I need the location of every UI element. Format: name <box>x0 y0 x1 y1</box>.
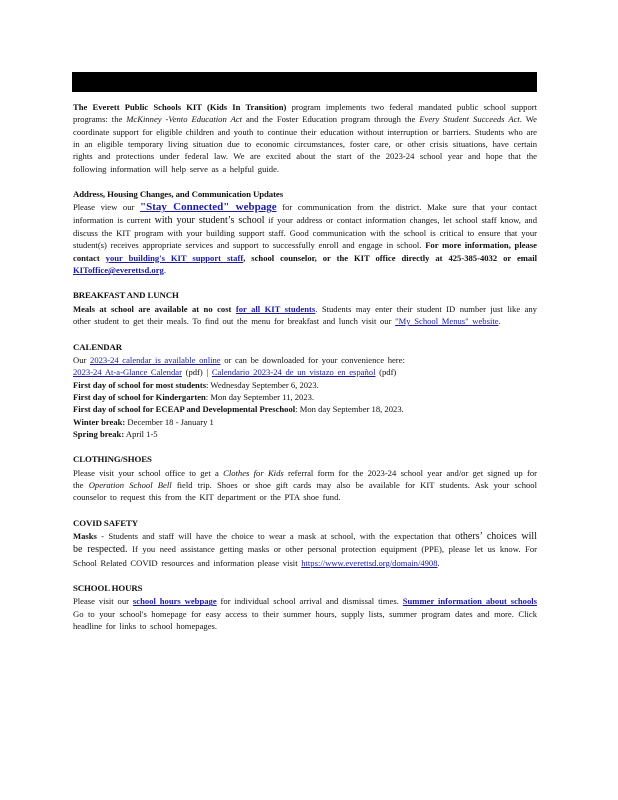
school-hours-link[interactable]: school hours webpage <box>132 596 217 607</box>
address-section <box>73 188 537 276</box>
breakfast-text-1: . Students may enter their student ID number just like any other student to get their meals. To find out the menu for breakfast and lunch visit our <box>73 303 537 327</box>
intro-text-3: . We coordinate support for eligible children and youth to continue their education without interruption or barriers. Students who are in an eligible temporary living situation due to economic circumstances, foster care, or other crisis situations, have certain rights and protections under federal law. We are excited about the start of the 2023-24 school year and hope that the following information will help serve as a helpful guide. <box>73 114 537 174</box>
at-a-glance-calendar-link[interactable]: 2023-24 At-a-Glance Calendar <box>73 367 182 378</box>
calendar-text-2: or can be downloaded for your convenience here: <box>220 354 405 365</box>
address-text-1: Please view our <box>73 202 141 213</box>
address-text-3: if your address or contact information changes, let school staff know, and discuss the KIT program with your building support staff. Good communication with the school is critical to ensure that your student(s) receives appropriate services and support to successfully enroll and engage in school. <box>73 214 537 251</box>
hours-text-1: Please visit our <box>73 596 133 607</box>
covid-paragraph <box>73 530 537 569</box>
address-bold-2: , school counselor, or the KIT office directly at 425-385-4032 or email <box>243 252 537 263</box>
intro-text-2: and the Foster Education program through the <box>242 114 420 125</box>
date-value: April 1-5 <box>124 428 158 439</box>
document-body <box>73 101 537 645</box>
intro-act-1: McKinney -Vento Education Act <box>126 114 243 125</box>
hours-heading: SCHOOL HOURS <box>73 583 143 593</box>
clothing-text-1: Please visit your school office to get a <box>73 467 224 478</box>
covid-choices-text: others’ choices will be respected. <box>73 530 537 556</box>
date-label: First day of school for ECEAP and Developmental Preschool <box>73 404 296 415</box>
date-label: Winter break: <box>73 416 126 427</box>
masks-label: Masks <box>73 530 97 541</box>
address-school-text: with your student’s school <box>154 214 265 226</box>
date-value: December 18 - January 1 <box>125 416 214 427</box>
calendar-text-3: (pdf) | <box>181 367 212 378</box>
date-label: Spring break: <box>73 428 125 439</box>
kit-office-email-link[interactable]: KIToffice@everettsd.org <box>73 265 164 276</box>
address-heading: Address, Housing Changes, and Communication Updates <box>73 189 284 200</box>
calendar-text-4: (pdf) <box>375 367 397 378</box>
hours-paragraph <box>73 595 537 632</box>
covid-text-3: . <box>437 557 440 568</box>
breakfast-bold: Meals at school are available at no cost <box>73 303 236 314</box>
covid-section <box>73 517 537 569</box>
kit-support-staff-link[interactable]: your building's KIT support staff <box>105 252 244 263</box>
kit-students-link[interactable]: for all KIT students <box>235 303 316 314</box>
intro-section <box>73 101 537 175</box>
header-bar <box>72 72 537 92</box>
calendario-espanol-link[interactable]: Calendario 2023-24 de un vistazo en español <box>211 367 376 378</box>
breakfast-paragraph <box>73 303 537 328</box>
operation-school-bell-text: Operation School Bell <box>88 479 172 490</box>
date-value: : Mon day September 18, 2023. <box>295 404 404 415</box>
calendar-date-row <box>73 391 537 403</box>
intro-act-2: Every Student Succeeds Act <box>419 114 520 125</box>
date-value: : Wednesday September 6, 2023. <box>206 379 319 390</box>
address-text-4: . <box>163 265 166 276</box>
calendar-date-row <box>73 379 537 391</box>
intro-paragraph <box>73 101 537 175</box>
clothing-heading: CLOTHING/SHOES <box>73 454 152 465</box>
address-paragraph <box>73 201 537 276</box>
covid-text-2: If you need assistance getting masks or other personal protection equipment (PPE), please let us know. For School Related COVID resources and information please visit <box>73 544 537 568</box>
calendar-dates <box>73 379 537 441</box>
calendar-text-1: Our <box>73 354 91 365</box>
date-label: First day of school for most students <box>73 379 207 390</box>
covid-heading: COVID SAFETY <box>73 517 139 528</box>
clothing-paragraph <box>73 467 537 504</box>
calendar-section <box>73 341 537 441</box>
calendar-date-row <box>73 403 537 415</box>
school-menus-link[interactable]: "My School Menus" website <box>395 316 499 327</box>
intro-org: The Everett Public Schools KIT (Kids In Transition) <box>73 102 287 112</box>
breakfast-heading: BREAKFAST AND LUNCH <box>73 290 179 301</box>
calendar-heading: CALENDAR <box>73 341 123 352</box>
calendar-paragraph <box>73 354 537 379</box>
intro-text-1: program implements two federal mandated public school support programs: the <box>73 102 537 125</box>
hours-text-3: Go to your school's homepage for easy access to their summer hours, supply lists, summer program dates and more. Click headline for links to school homepages. <box>73 608 537 632</box>
covid-resources-link[interactable]: https://www.everettsd.org/domain/4908 <box>301 557 438 568</box>
breakfast-section <box>73 289 537 327</box>
calendar-date-row <box>73 416 537 428</box>
clothing-text-3: field trip. Shoes or shoe gift cards may also be available for KIT students. Ask your school counselor to request this from the KIT department or the PTA shoe fund. <box>73 479 537 503</box>
calendar-date-row <box>73 428 537 440</box>
breakfast-text-2: . <box>498 316 501 327</box>
summer-information-link[interactable]: Summer information about schools <box>402 596 537 607</box>
clothes-for-kids-text: Clothes for Kids <box>223 467 284 478</box>
hours-text-2: for individual school arrival and dismissal times. <box>216 596 403 607</box>
clothing-section <box>73 453 537 503</box>
address-bold-1: For more information, please contact <box>73 240 537 263</box>
hours-section <box>73 582 537 632</box>
covid-text-1: - Students and staff will have the choice to wear a mask at school, with the expectation that <box>96 530 456 541</box>
date-value: : Mon day September 11, 2023. <box>205 391 315 402</box>
address-text-2: for communication from the district. Make sure that your contact information is current <box>73 202 538 225</box>
stay-connected-link[interactable]: "Stay Connected" webpage <box>140 201 277 214</box>
clothing-text-2: referral form for the 2023-24 school year and/or get signed up for the <box>73 467 537 490</box>
calendar-online-link[interactable]: 2023-24 calendar is available online <box>90 354 221 365</box>
date-label: First day of school for Kindergarten <box>73 391 206 402</box>
